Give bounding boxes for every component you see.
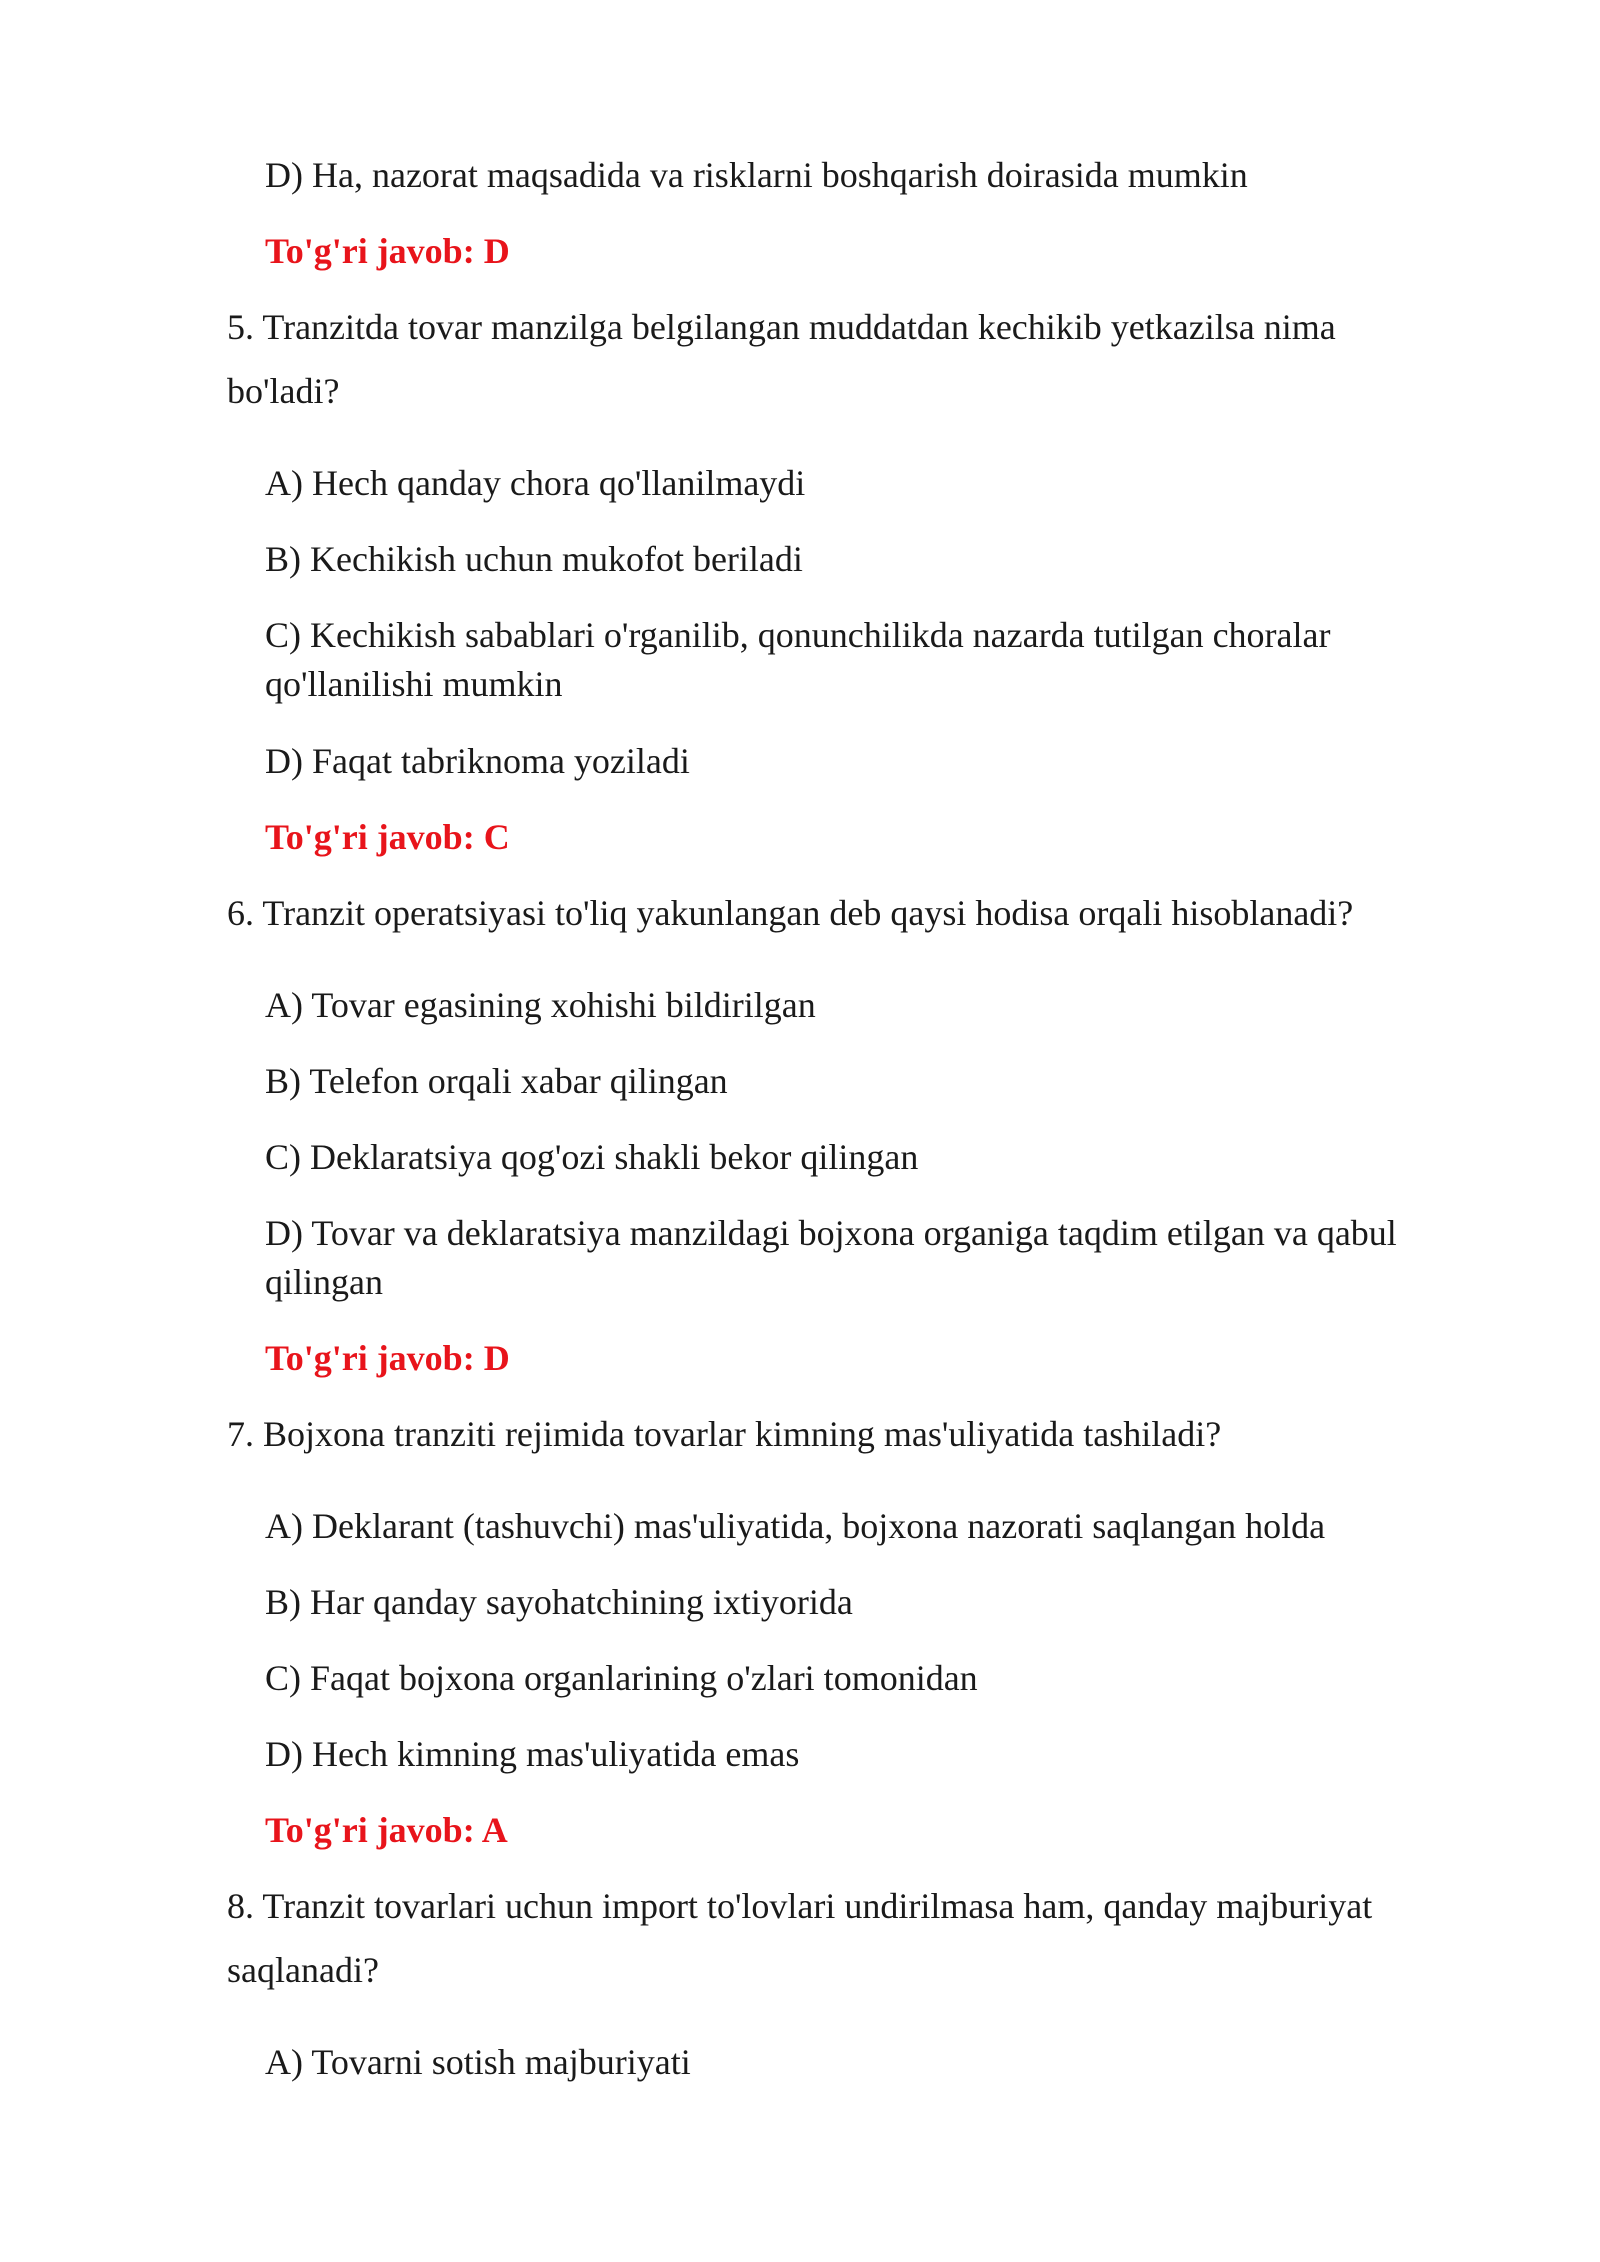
q5-correct-answer: To'g'ri javob: C <box>265 817 510 857</box>
q8-question-line2: saqlanadi? <box>227 1950 379 1990</box>
q7-correct-answer: To'g'ri javob: A <box>265 1810 508 1850</box>
q5-option-b: B) Kechikish uchun mukofot beriladi <box>265 539 803 579</box>
q5-question-line2: bo'ladi? <box>227 371 340 411</box>
q6-option-d-line2: qilingan <box>265 1262 383 1302</box>
q6-question-line1: 6. Tranzit operatsiyasi to'liq yakunlangan deb qaysi hodisa orqali hisoblanadi? <box>227 893 1354 933</box>
q4-correct-answer: To'g'ri javob: D <box>265 231 510 271</box>
q7-question-line1: 7. Bojxona tranziti rejimida tovarlar kimning mas'uliyatida tashiladi? <box>227 1414 1222 1454</box>
q4-option-d: D) Ha, nazorat maqsadida va risklarni boshqarish doirasida mumkin <box>265 155 1248 195</box>
q6-option-a: A) Tovar egasining xohishi bildirilgan <box>265 985 816 1025</box>
q5-option-c-line2: qo'llanilishi mumkin <box>265 664 563 704</box>
q7-option-d: D) Hech kimning mas'uliyatida emas <box>265 1734 800 1774</box>
q5-option-c-line1: C) Kechikish sabablari o'rganilib, qonunchilikda nazarda tutilgan choralar <box>265 615 1331 655</box>
q7-option-c: C) Faqat bojxona organlarining o'zlari tomonidan <box>265 1658 978 1698</box>
q8-question-line1: 8. Tranzit tovarlari uchun import to'lovlari undirilmasa ham, qanday majburiyat <box>227 1886 1373 1926</box>
q6-correct-answer: To'g'ri javob: D <box>265 1338 510 1378</box>
q5-option-d: D) Faqat tabriknoma yoziladi <box>265 741 690 781</box>
q5-option-a: A) Hech qanday chora qo'llanilmaydi <box>265 463 806 503</box>
q6-option-b: B) Telefon orqali xabar qilingan <box>265 1061 728 1101</box>
q6-option-c: C) Deklaratsiya qog'ozi shakli bekor qilingan <box>265 1137 919 1177</box>
q7-option-a: A) Deklarant (tashuvchi) mas'uliyatida, bojxona nazorati saqlangan holda <box>265 1506 1326 1546</box>
q8-option-a: A) Tovarni sotish majburiyati <box>265 2042 691 2082</box>
q6-option-d-line1: D) Tovar va deklaratsiya manzildagi bojxona organiga taqdim etilgan va qabul <box>265 1213 1397 1253</box>
q5-question-line1: 5. Tranzitda tovar manzilga belgilangan muddatdan kechikib yetkazilsa nima <box>227 307 1336 347</box>
q7-option-b: B) Har qanday sayohatchining ixtiyorida <box>265 1582 853 1622</box>
